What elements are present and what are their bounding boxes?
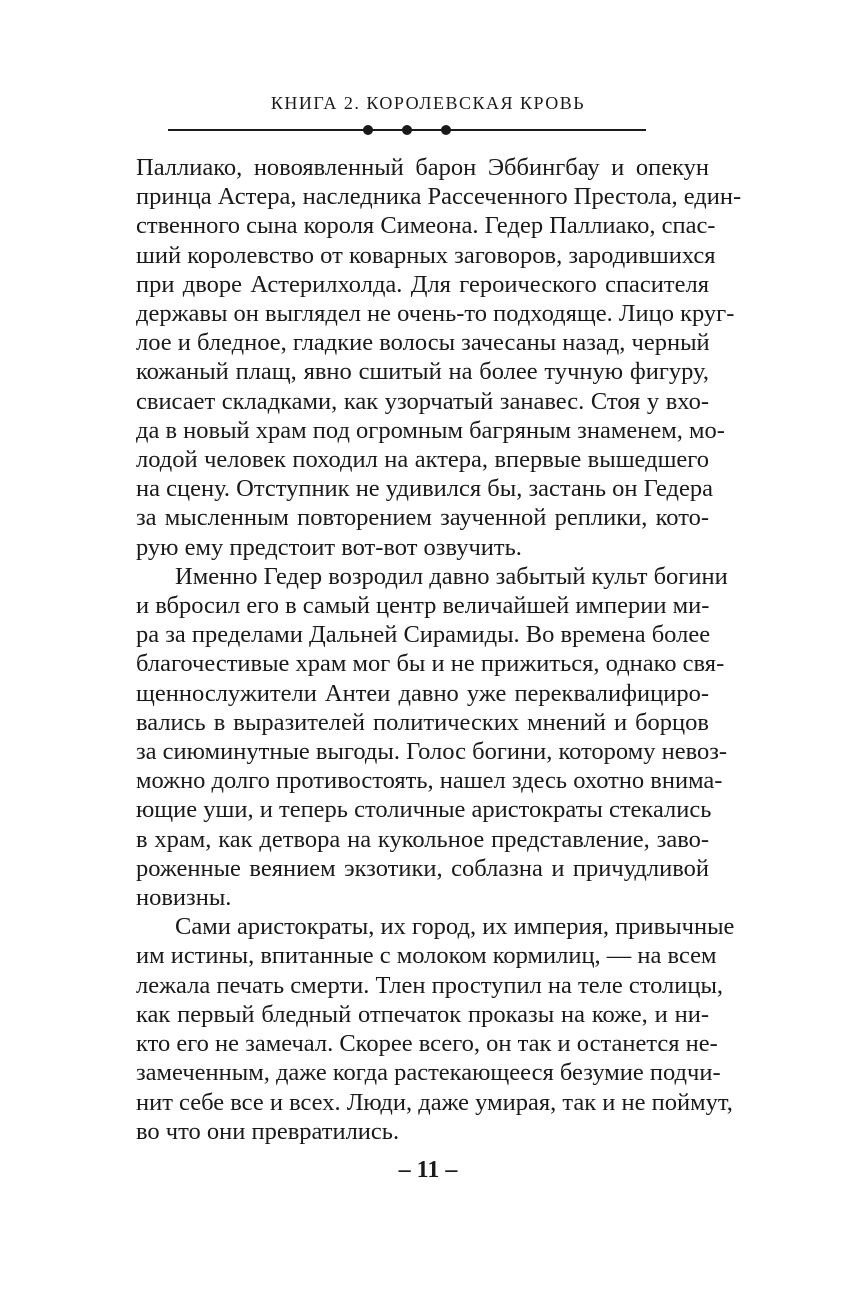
text-line: нит себе все и всех. Люди, даже умирая, так и не поймут,	[136, 1088, 733, 1116]
ornament-dot	[402, 125, 412, 135]
text-line: как первый бледный отпечаток проказы на коже, и ни-	[136, 1000, 709, 1028]
text-line: ший королевство от коварных заговоров, зародившихся	[136, 241, 716, 269]
page-number: – 11 –	[398, 1157, 458, 1183]
text-line: принца Астера, наследника Рассеченного Престола, един-	[136, 183, 742, 211]
ornament-dot	[441, 125, 451, 135]
text-line: и вбросил его в самый центр величайшей империи ми-	[136, 592, 710, 620]
text-line: вались в выразителей политических мнений и борцов	[136, 708, 709, 736]
text-line: на сцену. Отступник не удивился бы, застань он Гедера	[136, 475, 713, 503]
text-line: да в новый храм под огромным багряным знаменем, мо-	[136, 416, 725, 444]
text-line: лодой человек походил на актера, впервые вышедшего	[136, 446, 709, 474]
paragraph	[136, 153, 742, 562]
text-line: за мысленным повторением заученной реплики, кото-	[136, 504, 709, 532]
running-head: КНИГА 2. КОРОЛЕВСКАЯ КРОВЬ	[270, 93, 586, 113]
text-line: в храм, как детвора на кукольное представление, заво-	[136, 825, 709, 853]
text-line: ющие уши, и теперь столичные аристократы стекались	[136, 796, 712, 824]
ornament-dot	[363, 125, 373, 135]
text-line: благочестивые храм мог бы и не прижиться, однако свя-	[136, 650, 725, 678]
text-line: кожаный плащ, явно сшитый на более тучную фигуру,	[136, 358, 709, 386]
text-line: новизны.	[136, 884, 232, 912]
text-line: роженные веянием экзотики, соблазна и причудливой	[136, 854, 709, 882]
text-line: Паллиако, новоявленный барон Эббингбау и опекун	[136, 154, 709, 181]
header-rule	[168, 129, 646, 131]
paragraph	[136, 912, 735, 1146]
text-line: Сами аристократы, их город, их империя, привычные	[175, 913, 735, 941]
text-line: рую ему предстоит вот-вот озвучить.	[136, 533, 522, 561]
text-line: при дворе Астерилхолда. Для героического спасителя	[136, 270, 709, 298]
body-text	[136, 153, 742, 1146]
text-line: державы он выглядел не очень-то подходяще. Лицо круг-	[136, 300, 735, 328]
paragraph	[136, 562, 728, 912]
text-line: замеченным, даже когда растекающееся безумие подчи-	[136, 1059, 721, 1087]
text-line: ра за пределами Дальней Сирамиды. Во времена более	[136, 621, 711, 649]
text-line: кто его не замечал. Скорее всего, он так и останется не-	[136, 1030, 718, 1058]
text-line: можно долго противостоять, нашел здесь охотно внима-	[136, 767, 723, 795]
text-line: щеннослужители Антеи давно уже переквалифициро-	[136, 679, 709, 707]
text-line: свисает складками, как узорчатый занавес. Стоя у вхо-	[136, 387, 709, 415]
text-line: Именно Гедер возродил давно забытый культ богини	[175, 562, 728, 590]
text-line: ственного сына короля Симеона. Гедер Паллиако, спас-	[136, 212, 716, 240]
text-line: им истины, впитанные с молоком кормилиц, — на всем	[136, 942, 717, 970]
text-line: лое и бледное, гладкие волосы зачесаны назад, черный	[136, 329, 710, 357]
text-line: во что они превратились.	[136, 1117, 400, 1145]
text-line: лежала печать смерти. Тлен проступил на теле столицы,	[136, 971, 724, 999]
text-line: за сиюминутные выгоды. Голос богини, которому невоз-	[136, 738, 728, 766]
